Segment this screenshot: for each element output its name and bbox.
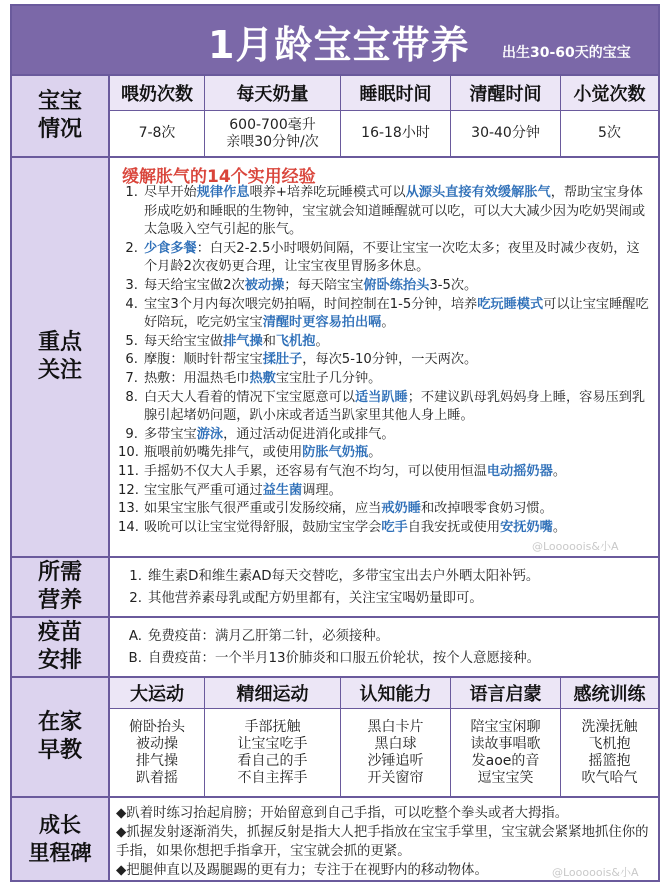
milestone-item: ◆抓握发射逐渐消失，抓握反射是指大人把手指放在宝宝手掌里，宝宝就会紧紧地抓住你的手指，如果你想把手指拿开，宝宝就会抓的更紧。 (116, 825, 649, 859)
cell-line: 7-8次 (138, 125, 176, 141)
item-number: 2. (129, 591, 142, 606)
cell-line: 让宝宝吃手 (237, 735, 308, 752)
item-text: 其他营养素母乳或配方奶里都有，关注宝宝喝奶量即可。 (148, 591, 483, 606)
item-number: 10. (118, 445, 139, 461)
table-cell (451, 111, 560, 156)
highlight-text: 规律作息 (196, 185, 250, 200)
text-run: ，通过活动促进消化或排气。 (223, 426, 395, 442)
text-run: 热敷：用温热毛巾 (144, 370, 250, 386)
cell-line: 发aoe的音 (471, 752, 540, 769)
list-item (118, 426, 652, 445)
highlight-text: 防胀气奶瓶 (302, 445, 369, 461)
item-text (144, 500, 652, 519)
situation-table (110, 76, 658, 156)
list-item (118, 370, 652, 389)
text-run: 自我安抚或使用 (407, 519, 501, 535)
item-number: 12. (118, 482, 139, 498)
highlight-text: 少食多餐 (144, 240, 197, 256)
list-item (118, 240, 652, 277)
highlight-text: 揉肚子 (262, 352, 303, 368)
cell-line: 洗澡抚触 (581, 718, 638, 735)
table-cell (341, 111, 450, 156)
table-column (450, 678, 560, 796)
text-run: 白天大人看着的情况下宝宝愿意可以 (144, 389, 355, 405)
item-number: 13. (118, 501, 139, 517)
section-baby-situation (12, 74, 658, 156)
highlight-text: 清醒时更容易拍出嗝 (262, 315, 382, 331)
text-run: ；每天陪宝宝 (284, 277, 364, 293)
page-title: 1月龄宝宝带养 (208, 23, 470, 67)
milestone-item: ◆趴着时练习抬起肩膀；开始留意到自己手指，可以吃整个拳头或者大拇指。 (116, 806, 569, 821)
text-run: 和改掉喂零食奶习惯。 (420, 501, 553, 517)
highlight-text: 电动摇奶器 (486, 463, 553, 479)
list-item (118, 389, 652, 426)
highlight-text: 游泳 (196, 426, 224, 442)
item-text (144, 351, 652, 370)
text-run: 可以让宝宝睡醒吃好陪玩，吃完奶宝宝 (144, 296, 649, 331)
text-run: 。 (552, 463, 566, 479)
item-text (144, 277, 652, 296)
item-text (144, 240, 652, 277)
list-item (124, 588, 652, 610)
section-label: 所需 营养 (12, 558, 110, 616)
cell-line: 16-18小时 (361, 125, 430, 141)
item-number: 8. (125, 389, 138, 405)
highlight-text: 安抚奶嘴 (500, 519, 553, 535)
section-nutrition (12, 556, 658, 616)
text-run: 3-5次。 (429, 277, 478, 293)
column-header: 小觉次数 (561, 76, 658, 111)
text-run: 。 (315, 333, 329, 349)
table-cell (110, 111, 204, 156)
item-text (144, 333, 652, 352)
table-cell (205, 709, 340, 796)
item-text (144, 389, 652, 426)
text-run: 。 (368, 445, 382, 461)
text-run: 每天给宝宝做 (144, 333, 224, 349)
text-run: 多带宝宝 (144, 426, 197, 442)
cell-line: 30-40分钟 (471, 125, 540, 141)
section-label: 成长 里程碑 (12, 798, 110, 880)
cell-line: 600-700毫升 (229, 116, 316, 133)
text-run: 宝宝胀气严重可通过 (144, 482, 263, 498)
infographic-sheet (10, 4, 660, 882)
highlight-text: 吃手 (381, 519, 408, 535)
cell-line: 飞机抱 (588, 735, 631, 752)
highlight-text: 排气操 (223, 333, 263, 349)
list-item (118, 519, 652, 538)
highlight-text: 热敷 (249, 370, 276, 386)
item-text (144, 463, 652, 482)
text-run: 和 (262, 333, 276, 349)
text-run: 喂养+培养吃玩睡模式可以 (249, 185, 406, 200)
cell-line: 黑白球 (374, 735, 417, 752)
item-number: B. (128, 651, 142, 666)
highlight-text: 益生菌 (262, 482, 303, 498)
item-number: 3. (125, 277, 138, 293)
highlight-text: 戒奶睡 (381, 501, 421, 517)
item-number: 14. (118, 519, 139, 535)
item-text: 免费疫苗：满月乙肝第二针，必须接种。 (148, 629, 390, 644)
focus-list (118, 184, 652, 537)
column-header: 感统训练 (561, 678, 658, 709)
table-cell (451, 709, 560, 796)
text-run: 尽早开始 (144, 185, 197, 200)
list-item (118, 333, 652, 352)
section-label: 重点 关注 (12, 158, 110, 556)
table-column (110, 678, 204, 796)
item-number: 9. (125, 426, 138, 442)
column-header: 喂奶次数 (110, 76, 204, 111)
table-column (560, 678, 658, 796)
item-text (144, 426, 652, 445)
column-header: 精细运动 (205, 678, 340, 709)
text-run: 摩腹：顺时针帮宝宝 (144, 352, 263, 368)
list-item (118, 444, 652, 463)
text-run: 。 (552, 519, 566, 535)
column-header: 认知能力 (341, 678, 450, 709)
text-run: ，每次5-10分钟，一天两次。 (302, 352, 478, 368)
text-run: 。 (381, 315, 395, 331)
table-cell (205, 111, 340, 156)
cell-line: 被动操 (136, 735, 178, 752)
highlight-text: 适当趴睡 (355, 389, 408, 405)
text-run: 如果宝宝胀气很严重或引发肠绞痛，应当 (144, 501, 382, 517)
text-run: 每天给宝宝做2次 (144, 277, 245, 293)
table-column (340, 76, 450, 156)
column-header: 语言启蒙 (451, 678, 560, 709)
cell-line: 逗宝宝笑 (477, 769, 534, 786)
table-cell (110, 709, 204, 796)
item-number: 5. (125, 333, 138, 349)
table-column (204, 678, 340, 796)
table-column (560, 76, 658, 156)
cell-line: 陪宝宝闲聊 (470, 718, 541, 735)
table-column (450, 76, 560, 156)
title-banner (12, 6, 658, 74)
nutrition-list (124, 566, 652, 610)
highlight-text: 俯卧练抬头 (363, 277, 430, 293)
item-text (144, 296, 652, 333)
item-text: 自费疫苗：一个半月13价肺炎和口服五价轮状，按个人意愿接种。 (148, 651, 540, 666)
column-header: 清醒时间 (451, 76, 560, 111)
item-text: 维生素D和维生素AD每天交替吃，多带宝宝出去户外晒太阳补钙。 (148, 569, 540, 584)
cell-line: 5次 (598, 125, 621, 141)
cell-line: 沙锤追听 (367, 752, 424, 769)
cell-line: 看自己的手 (237, 752, 308, 769)
item-text (144, 370, 652, 389)
text-run: 吸吮可以让宝宝觉得舒服，鼓励宝宝学会 (144, 519, 382, 535)
text-run: 瓶喂前奶嘴先排气，或使用 (144, 445, 303, 461)
list-item (124, 648, 652, 670)
item-text (144, 519, 652, 538)
list-item (118, 482, 652, 501)
item-number: 6. (125, 352, 138, 368)
cell-line: 开关窗帘 (367, 769, 424, 786)
list-item (124, 566, 652, 588)
item-text (144, 184, 652, 240)
page-subtitle: 出生30-60天的宝宝 (502, 45, 631, 61)
highlight-text: 被动操 (244, 277, 285, 293)
text-run: 手摇奶不仅大人手累，还容易有气泡不均匀，可以使用恒温 (144, 463, 487, 479)
early-edu-table (110, 678, 658, 796)
item-number: 1. (129, 569, 142, 584)
table-cell (341, 709, 450, 796)
item-number: 1. (125, 185, 138, 200)
cell-line: 读故事唱歌 (470, 735, 541, 752)
column-header: 大运动 (110, 678, 204, 709)
highlight-text: 吃玩睡模式 (477, 296, 544, 312)
milestone-item: ◆把腿伸直以及踢腿踢的更有力；专注于在视野内的移动物体。 (116, 863, 488, 878)
item-text (144, 444, 652, 463)
section-key-focus (12, 156, 658, 556)
cell-line: 黑白卡片 (367, 718, 424, 735)
text-run: ：白天2-2.5小时喂奶间隔，不要让宝宝一次吃太多；夜里及时减少夜奶，这个月龄2次夜奶更合理，让宝宝夜里胃肠多休息。 (144, 240, 640, 275)
text-run: 宝宝肚子几分钟。 (275, 370, 382, 386)
section-label: 宝宝 情况 (12, 76, 110, 156)
cell-line: 俯卧抬头 (129, 718, 185, 735)
table-column (110, 76, 204, 156)
text-run: ，帮助宝宝身体形成吃奶和睡眠的生物钟，宝宝就会知道睡醒就可以吃，可以大大减少因为吃奶哭闹或太急吸入空气引起的胀气。 (144, 185, 646, 238)
vaccine-list (124, 626, 652, 670)
cell-line: 趴着摇 (136, 769, 178, 786)
text-run: 宝宝3个月内每次喂完奶拍嗝，时间控制在1-5分钟，培养 (144, 296, 478, 312)
list-item (118, 500, 652, 519)
text-run: 调理。 (302, 482, 342, 498)
section-early-education (12, 676, 658, 796)
list-item (118, 463, 652, 482)
item-number: 11. (118, 463, 139, 479)
watermark: @Looooois&小A (532, 540, 619, 553)
list-item (118, 184, 652, 240)
list-item (118, 277, 652, 296)
section-vaccine (12, 616, 658, 676)
section-label: 在家 早教 (12, 678, 110, 796)
focus-title: 缓解胀气的14个实用经验 (122, 167, 316, 187)
item-number: 7. (125, 370, 138, 386)
table-cell (561, 709, 658, 796)
list-item (118, 351, 652, 370)
cell-line: 亲喂30分钟/次 (226, 133, 319, 150)
item-number: 4. (125, 296, 138, 312)
item-number: 2. (125, 240, 138, 256)
table-cell (561, 111, 658, 156)
cell-line: 摇篮抱 (588, 752, 631, 769)
highlight-text: 飞机抱 (275, 333, 316, 349)
text-run: ；不建议趴母乳妈妈身上睡，容易压到乳腺引起堵奶问题，趴小床或者适当趴家里其他人身上睡。 (144, 389, 646, 424)
list-item (118, 296, 652, 333)
section-label: 疫苗 安排 (12, 618, 110, 676)
watermark: @Looooois&小A (552, 866, 639, 879)
cell-line: 手部抚触 (244, 718, 301, 735)
highlight-text: 从源头直接有效缓解胀气 (405, 185, 551, 200)
cell-line: 不自主挥手 (237, 769, 308, 786)
column-header: 睡眠时间 (341, 76, 450, 111)
list-item (124, 626, 652, 648)
table-column (204, 76, 340, 156)
item-number: A. (128, 629, 142, 644)
cell-line: 排气操 (136, 752, 178, 769)
column-header: 每天奶量 (205, 76, 340, 111)
cell-line: 吹气哈气 (581, 769, 638, 786)
item-text (144, 482, 652, 501)
table-column (340, 678, 450, 796)
